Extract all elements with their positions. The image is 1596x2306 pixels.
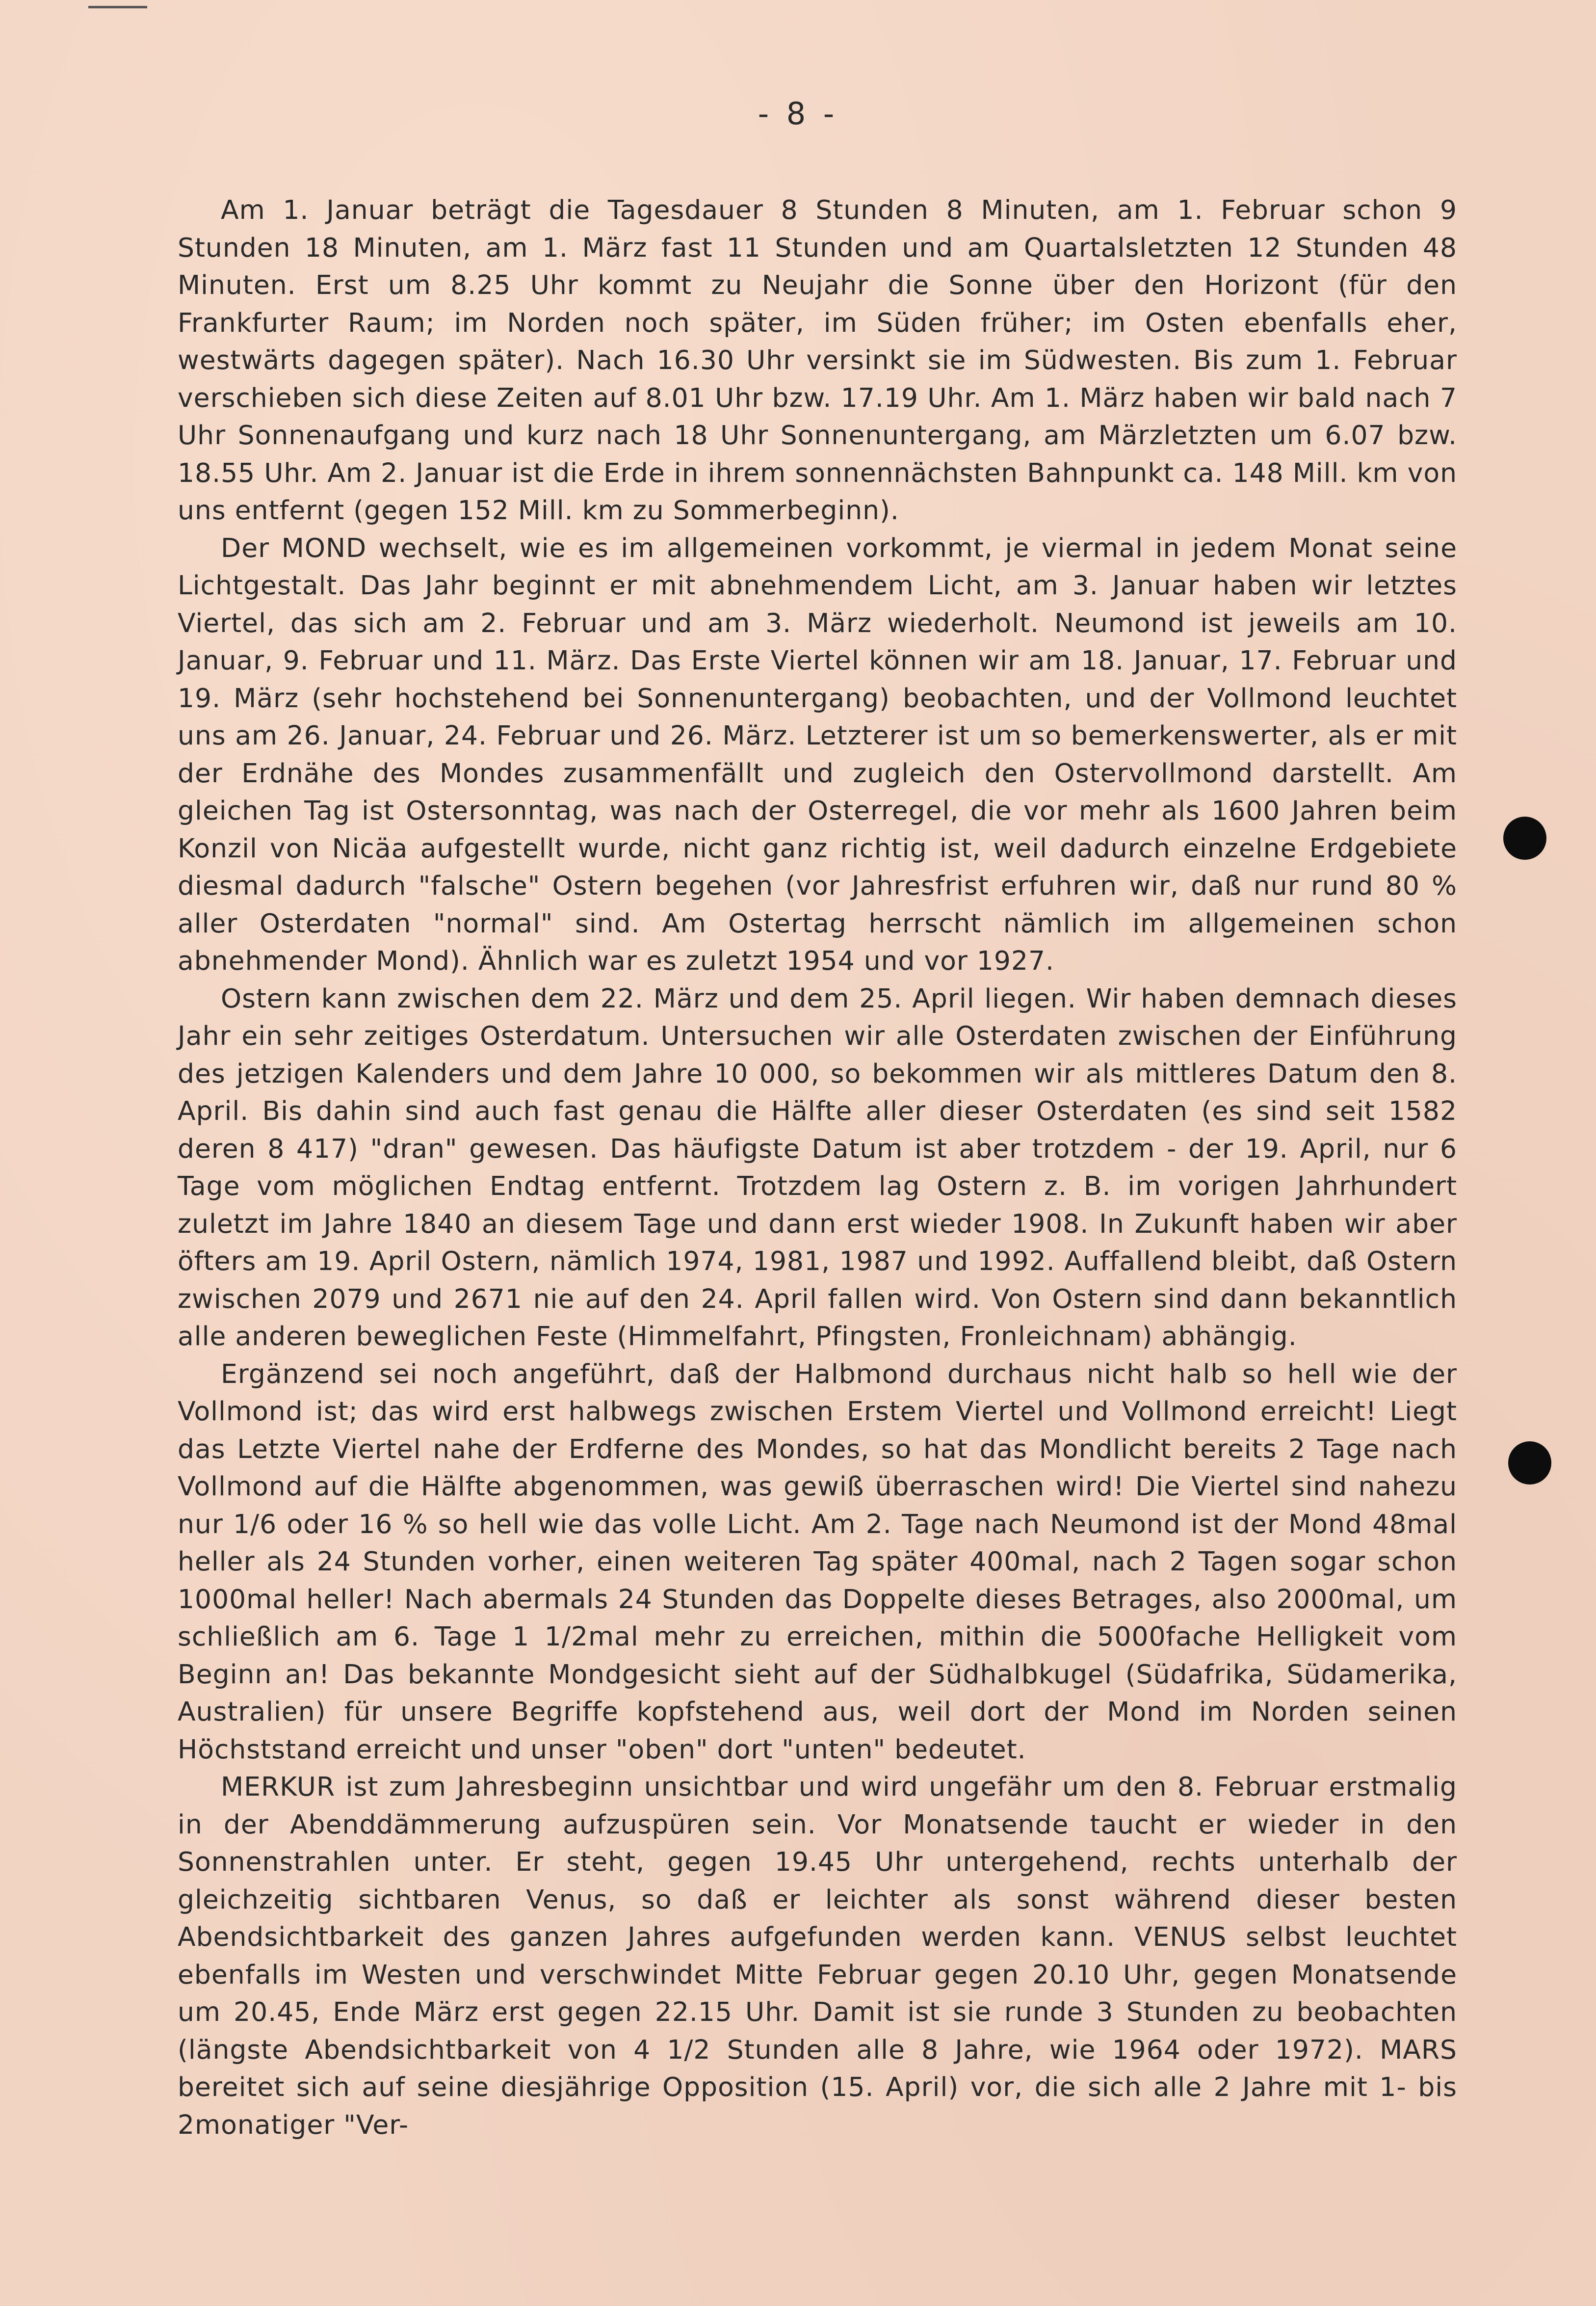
punch-hole-upper <box>1503 817 1546 860</box>
paragraph-halfmoon: Ergänzend sei noch angeführt, daß der Halbmond durchaus nicht halb so hell wie der Vollmond ist; das wird erst halbwegs zwischen Erstem Viertel und Vollmond erreicht! Liegt das Letzte Viertel nahe der Erdferne des Mondes, so hat das Mondlicht bereits 2 Tage nach Vollmond auf die Hälfte abgenommen, was gewiß überraschen wird! Die Viertel sind nahezu nur 1/6 oder 16 % so hell wie das volle Licht. Am 2. Tage nach Neumond ist der Mond 48mal heller als 24 Stunden vorher, einen weiteren Tag später 400mal, nach 2 Tagen sogar schon 1000mal heller! Nach abermals 24 Stunden das Doppelte dieses Betrages, also 2000mal, um schließlich am 6. Tage 1 1/2mal mehr zu erreichen, mithin die 5000fache Helligkeit vom Beginn an! Das bekannte Mondgesicht sieht auf der Südhalbkugel (Südafrika, Südamerika, Australien) für unsere Begriffe kopfstehend aus, weil dort der Mond im Norden seinen Höchststand erreicht und unser "oben" dort "unten" bedeutet. <box>178 1358 1457 1765</box>
page-number: - 8 - <box>758 96 838 132</box>
paragraph-easter: Ostern kann zwischen dem 22. März und dem 25. April liegen. Wir haben demnach dieses Jahr ein sehr zeitiges Osterdatum. Untersuchen wir alle Osterdaten zwischen der Einführung des jetzigen Kalenders und dem Jahre 10 000, so bekommen wir als mittleres Datum den 8. April. Bis dahin sind auch fast genau die Hälfte aller dieser Osterdaten (es sind seit 1582 deren 8 417) "dran" gewesen. Das häufigste Datum ist aber trotzdem - der 19. April, nur 6 Tage vom möglichen Endtag entfernt. Trotzdem lag Ostern z. B. im vorigen Jahrhundert zuletzt im Jahre 1840 an diesem Tage und dann erst wieder 1908. In Zukunft haben wir aber öfters am 19. April Ostern, nämlich 1974, 1981, 1987 und 1992. Auffallend bleibt, daß Ostern zwischen 2079 und 2671 nie auf den 24. April fallen wird. Von Ostern sind dann bekanntlich alle anderen beweglichen Feste (Himmelfahrt, Pfingsten, Fronleichnam) abhängig. <box>178 982 1457 1352</box>
paragraph-sun: Am 1. Januar beträgt die Tagesdauer 8 Stunden 8 Minuten, am 1. Februar schon 9 Stunden 18 Minuten, am 1. März fast 11 Stunden und am Quartalsletzten 12 Stunden 48 Minuten. Erst um 8.25 Uhr kommt zu Neujahr die Sonne über den Horizont (für den Frankfurter Raum; im Norden noch später, im Süden früher; im Osten ebenfalls eher, westwärts dagegen später). Nach 16.30 Uhr versinkt sie im Südwesten. Bis zum 1. Februar verschieben sich diese Zeiten auf 8.01 Uhr bzw. 17.19 Uhr. Am 1. März haben wir bald nach 7 Uhr Sonnenaufgang und kurz nach 18 Uhr Sonnenuntergang, am Märzletzten um 6.07 bzw. 18.55 Uhr. Am 2. Januar ist die Erde in ihrem sonnennächsten Bahnpunkt ca. 148 Mill. km von uns entfernt (gegen 152 Mill. km zu Sommerbeginn). <box>178 194 1457 526</box>
punch-hole-lower <box>1508 1441 1551 1484</box>
paragraph-moon: Der MOND wechselt, wie es im allgemeinen vorkommt, je viermal in jedem Monat seine Lichtgestalt. Das Jahr beginnt er mit abnehmendem Licht, am 3. Januar haben wir letztes Viertel, das sich am 2. Februar und am 3. März wiederholt. Neumond ist jeweils am 10. Januar, 9. Februar und 11. März. Das Erste Viertel können wir am 18. Januar, 17. Februar und 19. März (sehr hochstehend bei Sonnenuntergang) beobachten, und der Vollmond leuchtet uns am 26. Januar, 24. Februar und 26. März. Letzterer ist um so bemerkenswerter, als er mit der Erdnähe des Mondes zusammenfällt und zugleich den Ostervollmond darstellt. Am gleichen Tag ist Ostersonntag, was nach der Osterregel, die vor mehr als 1600 Jahren beim Konzil von Nicäa aufgestellt wurde, nicht ganz richtig ist, weil dadurch einzelne Erdgebiete diesmal dadurch "falsche" Ostern begehen (vor Jahresfrist erfuhren wir, daß nur rund 80 % aller Osterdaten "normal" sind. Am Ostertag herrscht nämlich im allgemeinen schon abnehmender Mond). Ähnlich war es zuletzt 1954 und vor 1927. <box>178 532 1457 976</box>
top-rule <box>88 6 147 8</box>
paragraph-planets: MERKUR ist zum Jahresbeginn unsichtbar und wird ungefähr um den 8. Februar erstmalig in der Abenddämmerung aufzuspüren sein. Vor Monatsende taucht er wieder in den Sonnenstrahlen unter. Er steht, gegen 19.45 Uhr untergehend, rechts unterhalb der gleichzeitig sichtbaren Venus, so daß er leichter als sonst während dieser besten Abendsichtbarkeit des ganzen Jahres aufgefunden werden kann. VENUS selbst leuchtet ebenfalls im Westen und verschwindet Mitte Februar gegen 20.10 Uhr, gegen Monatsende um 20.45, Ende März erst gegen 22.15 Uhr. Damit ist sie runde 3 Stunden zu beobachten (längste Abendsichtbarkeit von 4 1/2 Stunden alle 8 Jahre, wie 1964 oder 1972). MARS bereitet sich auf seine diesjährige Opposition (15. April) vor, die sich alle 2 Jahre mit 1- bis 2monatiger "Ver- <box>178 1771 1457 2140</box>
body-text <box>178 191 1457 2144</box>
